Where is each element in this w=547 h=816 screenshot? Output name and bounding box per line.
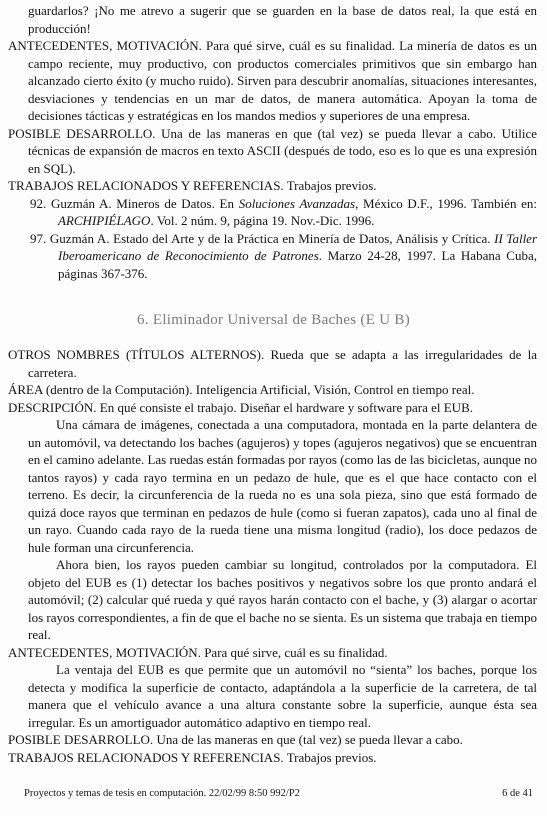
paragraph-trabajos	[8, 177, 537, 195]
text-antecedentes: Para qué sirve, cuál es su finalidad. La minería de datos es un campo reciente, muy productivo, con productos comerciales primitivos que sin embargo han alcanzado cierto éxito (y mucho ruido). Sirven para descubrir anomalías, situaciones interesantes, desviaciones y tendencias en un mar de datos, de manera automática. Apoyan la toma de decisiones tácticas y estratégicas en los mandos medios y superiores de una empresa.	[28, 38, 537, 123]
text-posible-desarrollo: Una de las maneras en que (tal vez) se pueda llevar a cabo. Utilice técnicas de expansión de macros en texto ASCII (después de todo, eso es lo que es una expresión en SQL).	[28, 125, 537, 176]
paragraph-area	[8, 381, 537, 399]
paragraph-continuation: guardarlos? ¡No me atrevo a sugerir que se guarden en la base de datos real, la que está en producción!	[28, 3, 537, 36]
label-antecedentes: ANTECEDENTES, MOTIVACIÓN.	[8, 644, 201, 660]
label-posible-desarrollo: POSIBLE DESARROLLO.	[8, 732, 154, 747]
paragraph-descripcion-2: Ahora bien, los rayos pueden cambiar su longitud, controlados por la computadora. El objeto del EUB es (1) detectar los baches positivos y negativos sobre los que pronto andará el automóvil; (2) calcular qué rueda y qué rayos harán contacto con el bache, y (3) alargar o acortar los rayos correspondientes, a fin de que el bache no se sienta. Es un sistema que trabaja en tiempo real.	[28, 557, 538, 642]
label-trabajos: TRABAJOS RELACIONADOS Y REFERENCIAS.	[8, 178, 284, 193]
text-trabajos: Trabajos previos.	[283, 749, 377, 765]
text-descripcion: En qué consiste el trabajo. Diseñar el hardware y software para el EUB.	[96, 399, 473, 415]
label-antecedentes: ANTECEDENTES, MOTIVACIÓN.	[8, 38, 202, 53]
label-otros-nombres: OTROS NOMBRES (TÍTULOS ALTERNOS).	[8, 347, 265, 362]
page-number: 6 de 41	[502, 788, 533, 799]
ref-text: Guzmán A. Estado del Arte y de la Práctica en Minería de Datos, Análisis y Crítica.	[49, 230, 495, 246]
section-body	[8, 346, 537, 766]
text-area: Inteligencia Artificial, Visión, Control en tiempo real.	[192, 382, 475, 397]
text-posible-desarrollo: Una de las maneras en que (tal vez) se pueda llevar a cabo.	[153, 732, 463, 747]
ref-number: 92.	[30, 195, 47, 211]
paragraph-antecedentes-2	[8, 644, 537, 662]
label-descripcion: DESCRIPCIÓN.	[8, 399, 97, 415]
ref-text: , México D.F., 1996. También en:	[355, 195, 538, 211]
label-posible-desarrollo: POSIBLE DESARROLLO.	[8, 125, 156, 141]
label-area: ÁREA (dentro de la Computación).	[8, 382, 193, 397]
ref-italic: ARCHIPIÉLAGO	[58, 213, 151, 228]
section-heading: 6. Eliminador Universal de Baches (E U B)	[136, 312, 411, 328]
footer-left: Proyectos y temas de tesis en computación. 22/02/99 8:50 992/P2	[24, 788, 300, 799]
paragraph-posible-desarrollo	[8, 125, 537, 178]
ref-text: Guzmán A. Mineros de Datos. En	[50, 195, 239, 211]
paragraph-trabajos-2	[8, 749, 537, 767]
text-antecedentes: Para qué sirve, cuál es su finalidad.	[200, 644, 388, 660]
ref-text: . Vol. 2 núm. 9, página 19. Nov.-Dic. 1996.	[150, 213, 375, 228]
page-footer	[24, 785, 533, 803]
ref-number: 97.	[30, 230, 47, 246]
reference-97	[8, 230, 537, 283]
paragraph-descripcion-1: Una cámara de imágenes, conectada a una computadora, montada en la parte delantera de un automóvil, va detectando los baches (agujeros) y topes (agujeros negativos) que se encuentran en el camino adelante. Las ruedas están formadas por rayos (como las de las bicicletas, aunque no tantos rayos) y cada rayo termina en un pedazo de hule, que es el que hace contacto con el terreno. Es decir, la circunferencia de la rueda no es una sola pieza, sino que está formado de quizá doce rayos que terminan en pedazos de hule (como si fueran zapatos), cada uno al final de un rayo. Cuando cada rayo de la rueda tiene una misma longitud (radio), los doce pedazos de hule forman una circunferencia.	[28, 417, 537, 555]
text-otros-nombres: Rueda que se adapta a las irregularidades de la carretera.	[28, 347, 537, 380]
paragraph-posible-desarrollo-2	[8, 731, 537, 749]
ref-italic: II Taller Iberoamericano de Reconocimiento de Patrones	[58, 230, 538, 263]
text-trabajos: Trabajos previos.	[283, 178, 377, 193]
ref-text: . Marzo 24-28, 1997. La Habana Cuba, páginas 367-376.	[58, 248, 537, 281]
reference-92	[8, 195, 537, 230]
ref-italic: Soluciones Avanzadas	[238, 195, 356, 211]
label-trabajos: TRABAJOS RELACIONADOS Y REFERENCIAS.	[8, 749, 284, 765]
paragraph-antecedentes	[8, 37, 537, 125]
paragraph-otros-nombres	[8, 346, 537, 381]
paragraph-ventaja: La ventaja del EUB es que permite que un automóvil no “sienta” los baches, porque los detecta y modifica la superficie de contacto, adaptándola a la superficie de la carretera, de tal manera que el vehículo avance a una altura constante sobre la superficie, aunque ésta sea irregular. Es un amortiguador automático adaptivo en tiempo real.	[28, 662, 537, 730]
top-section	[8, 2, 537, 282]
paragraph-descripcion	[8, 399, 537, 417]
